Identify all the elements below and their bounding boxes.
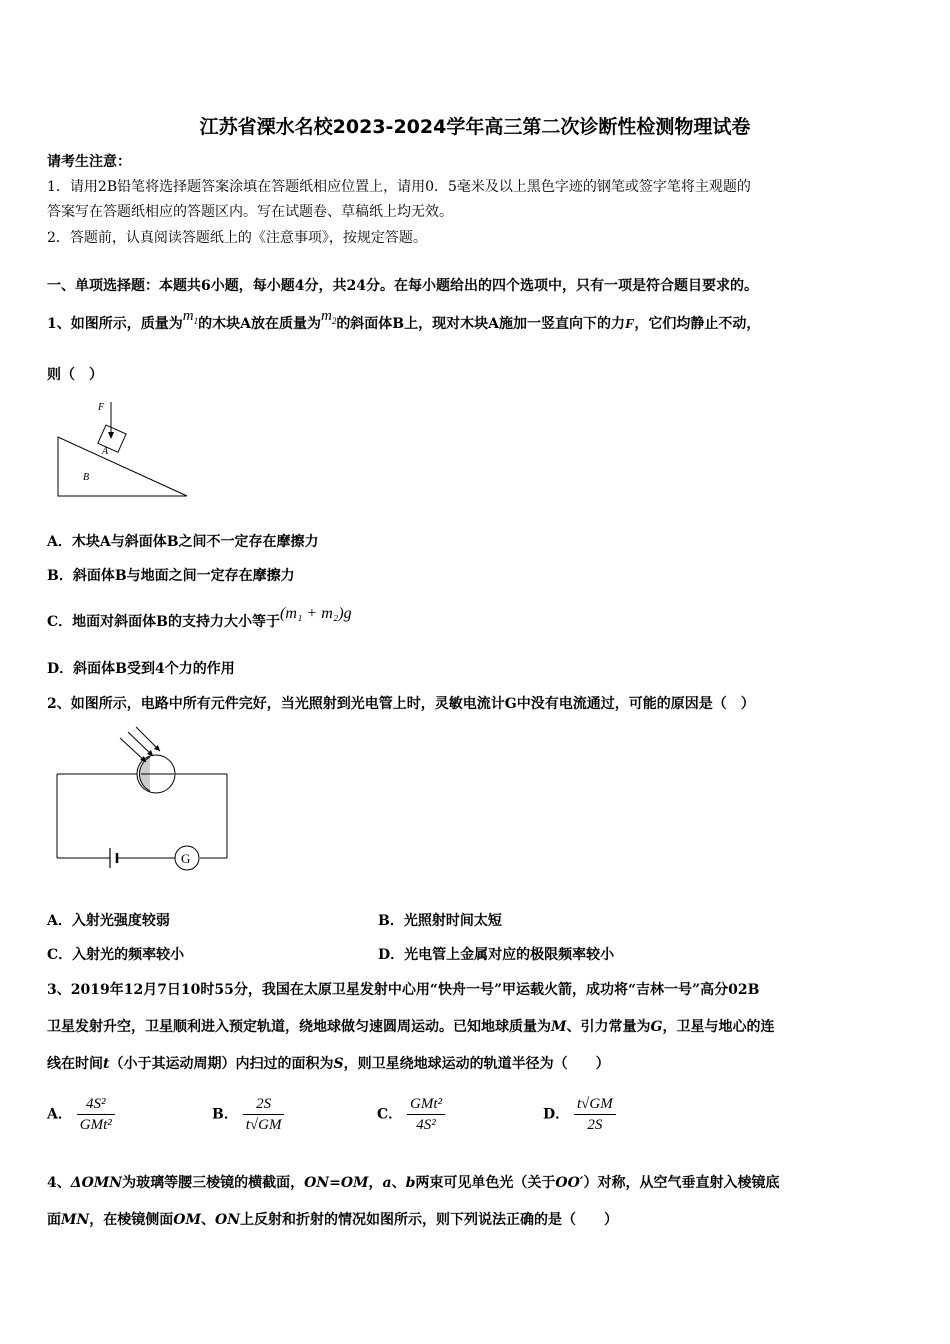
q3-option-d-fraction: $\frac{t√GM}{2S}$ [574, 1094, 616, 1135]
notice-heading: 请考生注意： [47, 154, 131, 170]
page-title: 江苏省溧水名校2023-2024学年高三第二次诊断性检测物理试卷 [199, 116, 751, 138]
notice-line-1: 1．请用2B铅笔将选择题答案涂填在答题纸相应位置上，请用0．5毫米及以上黑色字迹的钢笔或签字笔将主观题的 [47, 179, 751, 195]
circuit-figure [50, 726, 235, 876]
incline-triangle [58, 437, 187, 496]
q3-option-c[interactable]: C． $\frac{\text{GMt²}}{\text{4S²}}$ [377, 1094, 445, 1135]
q1-option-a[interactable]: A．木块A与斜面体B之间不一定存在摩擦力 [47, 534, 319, 550]
force-label: F [98, 402, 105, 413]
q3-option-c-fraction: $\frac{\text{GMt²}}{\text{4S²}}$ [407, 1094, 445, 1135]
question-3-line-2: 卫星发射升空，卫星顺利进入预定轨道，绕地球做匀速圆周运动。已知地球质量为M、引力常量为G，卫星与地心的连 [47, 1019, 775, 1035]
question-4-line-2: 面MN，在棱镜侧面OM、ON上反射和折射的情况如图所示，则下列说法正确的是（ ） [47, 1212, 618, 1228]
block-a-label: A [102, 446, 109, 457]
m2-symbol: $m_2$ [320, 308, 337, 326]
q3-option-b-fraction: $\frac{2S}{t√GM}$ [243, 1094, 285, 1135]
q2-option-b[interactable]: B．光照射时间太短 [378, 913, 502, 929]
question-4-line-1: 4、ΔOMN为玻璃等腰三棱镜的横截面，ON=OM，a、b两束可见单色光（关于OO′）对称，从空气垂直射入棱镜底 [47, 1175, 780, 1191]
q1-option-b[interactable]: B．斜面体B与地面之间一定存在摩擦力 [47, 568, 295, 584]
q3-option-a[interactable]: A． $\frac{\text{4S²}}{\text{GMt²}}$ [47, 1094, 115, 1135]
question-2-stem: 2、如图所示，电路中所有元件完好，当光照射到光电管上时，灵敏电流计G中没有电流通过，可能的原因是（ ） [47, 696, 755, 712]
question-1-line-2: 则（ ） [47, 367, 103, 383]
q2-option-d[interactable]: D．光电管上金属对应的极限频率较小 [378, 947, 615, 963]
question-3-line-3: 线在时间t（小于其运动周期）内扫过的面积为S，则卫星绕地球运动的轨道半径为（ ） [47, 1056, 610, 1072]
q2-option-a[interactable]: A．入射光强度较弱 [47, 913, 170, 929]
question-1-line-1: 1、如图所示，质量为$m_1$的木块A放在质量为$m_2$的斜面体B上，现对木块A施加一竖直向下的力F，它们均静止不动， [47, 308, 761, 332]
q2-option-c[interactable]: C．入射光的频率较小 [47, 947, 185, 963]
question-3-line-1: 3、2019年12月7日10时55分，我国在太原卫星发射中心用“快舟一号”甲运载火箭，成功将“吉林一号”高分02B [47, 982, 760, 998]
q3-option-a-fraction: $\frac{\text{4S²}}{\text{GMt²}}$ [77, 1094, 115, 1135]
q1-option-d[interactable]: D．斜面体B受到4个力的作用 [47, 661, 235, 677]
section-heading: 一、单项选择题：本题共6小题，每小题4分，共24分。在每小题给出的四个选项中，只有一项是符合题目要求的。 [47, 278, 758, 294]
notice-line-2: 答案写在答题纸相应的答题区内。写在试题卷、草稿纸上均无效。 [47, 204, 453, 220]
m1-symbol: $m_1$ [182, 308, 199, 326]
galvanometer-label: G [181, 851, 191, 866]
q3-option-d[interactable]: D． $\frac{t√GM}{2S}$ [543, 1094, 616, 1135]
notice-line-3: 2．答题前，认真阅读答题纸上的《注意事项》，按规定答题。 [47, 230, 427, 246]
support-force-formula: (m₁ + m₂)g [279, 605, 352, 622]
incline-figure [50, 398, 195, 503]
q3-option-b[interactable]: B． $\frac{2S}{t√GM}$ [212, 1094, 284, 1135]
q1-option-c[interactable]: C．地面对斜面体B的支持力大小等于(m₁ + m₂)g [47, 605, 352, 630]
block-b-label: B [83, 472, 90, 483]
